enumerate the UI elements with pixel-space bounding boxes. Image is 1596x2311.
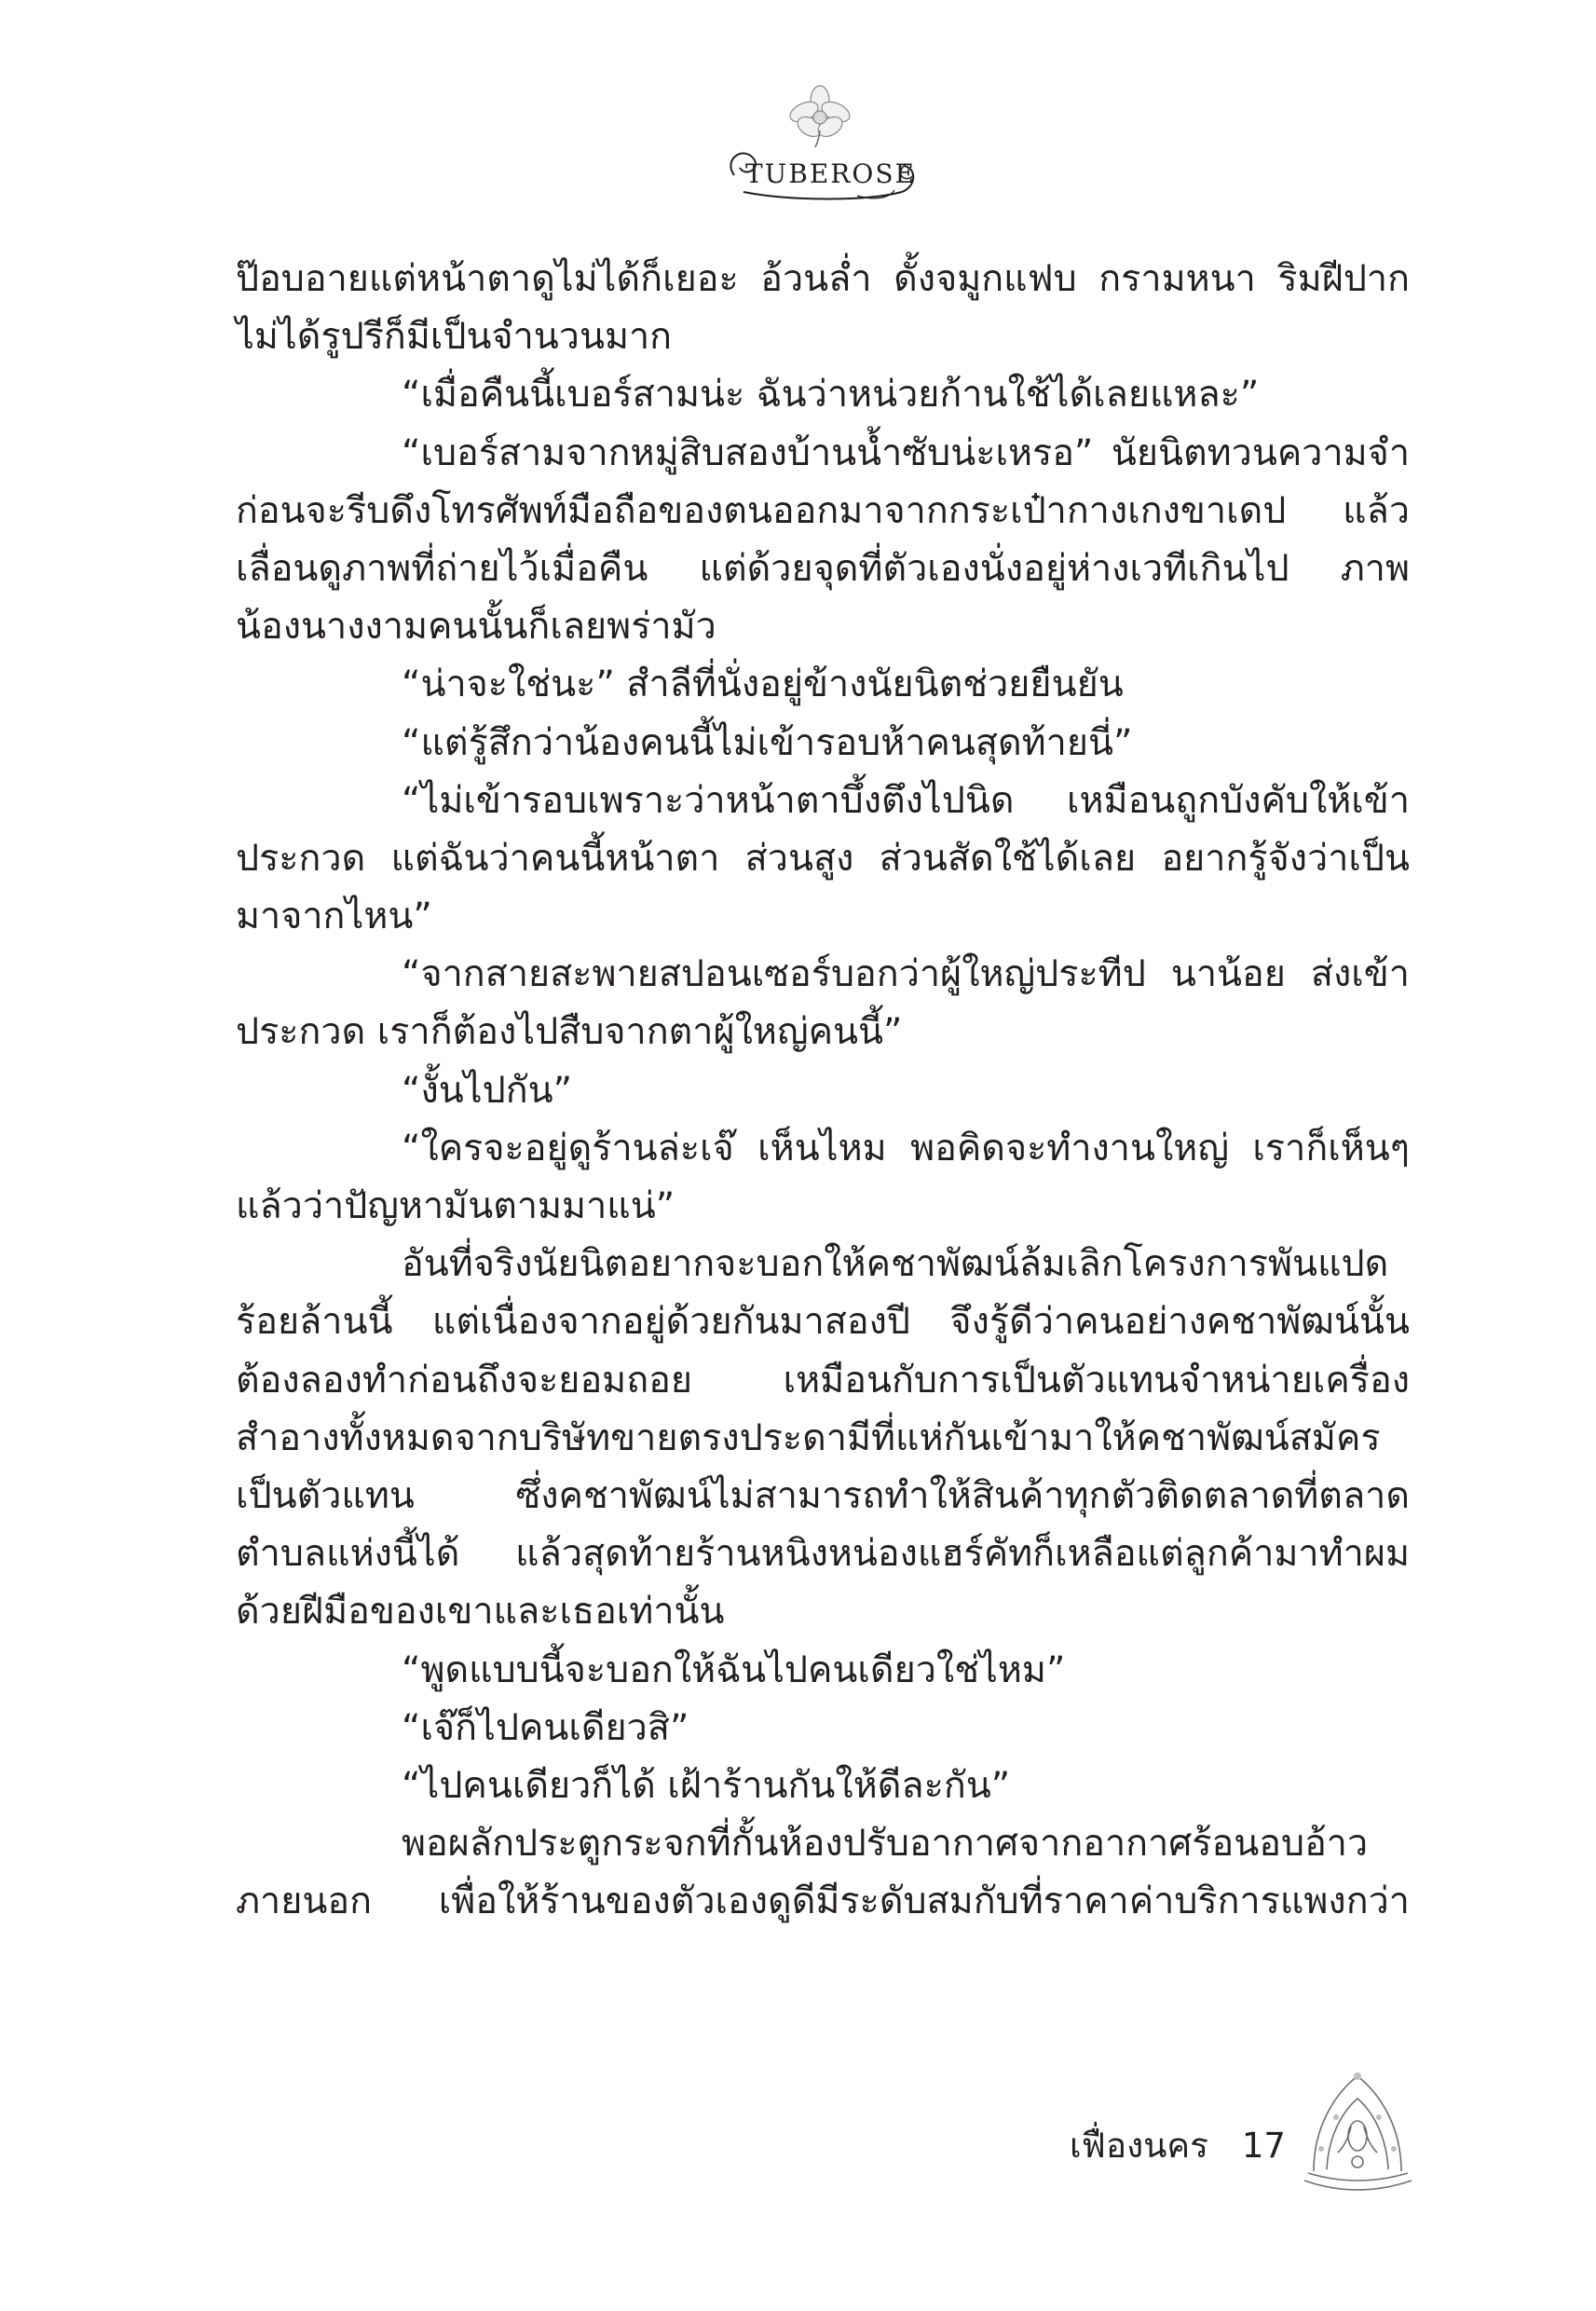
page-footer (1070, 2123, 1286, 2169)
text-line: ตำบลแห่งนี้ได้ แล้วสุดท้ายร้านหนิงหน่องแฮร์คัทก็เหลือแต่ลูกค้ามาทำผม (236, 1532, 1410, 1576)
text-line: ก่อนจะรีบดึงโทรศัพท์มือถือของตนออกมาจากกระเป๋ากางเกงขาเดป แล้ว (236, 488, 1410, 532)
text-line: พอผลักประตูกระจกที่กั้นห้องปรับอากาศจากอากาศร้อนอบอ้าว (402, 1822, 1369, 1866)
text-line: ภายนอก เพื่อให้ร้านของตัวเองดูดีมีระดับสมกับที่ราคาค่าบริการแพงกว่า (236, 1880, 1410, 1923)
text-line: “ไปคนเดียวก็ได้ เฝ้าร้านกันให้ดีละกัน” (402, 1763, 1011, 1807)
text-line: “น่าจะใช่นะ” สำลีที่นั่งอยู่ข้างนัยนิตช่วยยืนยัน (402, 663, 1124, 706)
text-line: “ใครจะอยู่ดูร้านล่ะเจ๊ เห็นไหม พอคิดจะทำงานใหญ่ เราก็เห็นๆ (402, 1126, 1410, 1169)
page-number: 17 (1241, 2126, 1286, 2166)
logo-text: TUBEROSE (745, 158, 916, 189)
text-line: “งั้นไปกัน” (402, 1068, 573, 1112)
text-line: “เจ๊ก็ไปคนเดียวสิ” (402, 1705, 689, 1749)
text-line: เป็นตัวแทน ซึ่งคชาพัฒน์ไม่สามารถทำให้สินค้าทุกตัวติดตลาดที่ตลาด (236, 1473, 1410, 1517)
text-line: ต้องลองทำก่อนถึงจะยอมถอย เหมือนกับการเป็นตัวแทนจำหน่ายเครื่อง (236, 1358, 1410, 1402)
text-line: ด้วยฝีมือของเขาและเธอเท่านั้น (236, 1590, 725, 1634)
page-body-text (236, 250, 1410, 1930)
text-line: “เมื่อคืนนี้เบอร์สามน่ะ ฉันว่าหน่วยก้านใช้ได้เลยแหละ” (402, 373, 1260, 417)
text-line: สำอางทั้งหมดจากบริษัทขายตรงประดามีที่แห่กันเข้ามาให้คชาพัฒน์สมัคร (236, 1415, 1381, 1459)
text-line: อันที่จริงนัยนิตอยากจะบอกให้คชาพัฒน์ล้มเลิกโครงการพันแปด (402, 1242, 1389, 1286)
text-line: ประกวด เราก็ต้องไปสืบจากตาผู้ใหญ่คนนี้” (236, 1010, 903, 1054)
text-line: “แต่รู้สึกว่าน้องคนนี้ไม่เข้ารอบห้าคนสุดท้ายนี่” (402, 720, 1133, 764)
text-line: แล้วว่าปัญหามันตามมาแน่” (236, 1184, 675, 1227)
tiara-icon (1295, 2069, 1421, 2199)
text-line: ร้อยล้านนี้ แต่เนื่องจากอยู่ด้วยกันมาสองปี จึงรู้ดีว่าคนอย่างคชาพัฒน์นั้น (236, 1300, 1410, 1344)
text-line: เลื่อนดูภาพที่ถ่ายไว้เมื่อคืน แต่ด้วยจุดที่ตัวเองนั่งอยู่ห่างเวทีเกินไป ภาพ (236, 546, 1410, 590)
text-line: “เบอร์สามจากหมู่สิบสองบ้านน้ำซับน่ะเหรอ” นัยนิตทวนความจำ (402, 431, 1410, 474)
tuberose-logo (708, 84, 932, 210)
book-title: เฟื่องนคร (1070, 2126, 1209, 2166)
text-line: น้องนางงามคนนั้นก็เลยพร่ามัว (236, 605, 716, 649)
text-line: “จากสายสะพายสปอนเซอร์บอกว่าผู้ใหญ่ประทีป นาน้อย ส่งเข้า (402, 952, 1410, 996)
text-line: ป๊อบอายแต่หน้าตาดูไม่ได้ก็เยอะ อ้วนล่ำ ดั้งจมูกแฟบ กรามหนา ริมฝีปาก (236, 257, 1410, 300)
text-line: ประกวด แต่ฉันว่าคนนี้หน้าตา ส่วนสูง ส่วนสัดใช้ได้เลย อยากรู้จังว่าเป็น (236, 836, 1410, 880)
logo-banner (717, 140, 922, 205)
text-line: ไม่ได้รูปรีก็มีเป็นจำนวนมาก (236, 315, 673, 359)
text-line: “ไม่เข้ารอบเพราะว่าหน้าตาบึ้งตึงไปนิด เหมือนถูกบังคับให้เข้า (402, 778, 1410, 822)
text-line: “พูดแบบนี้จะบอกให้ฉันไปคนเดียวใช่ไหม” (402, 1648, 1066, 1691)
text-line: มาจากไหน” (236, 895, 432, 938)
